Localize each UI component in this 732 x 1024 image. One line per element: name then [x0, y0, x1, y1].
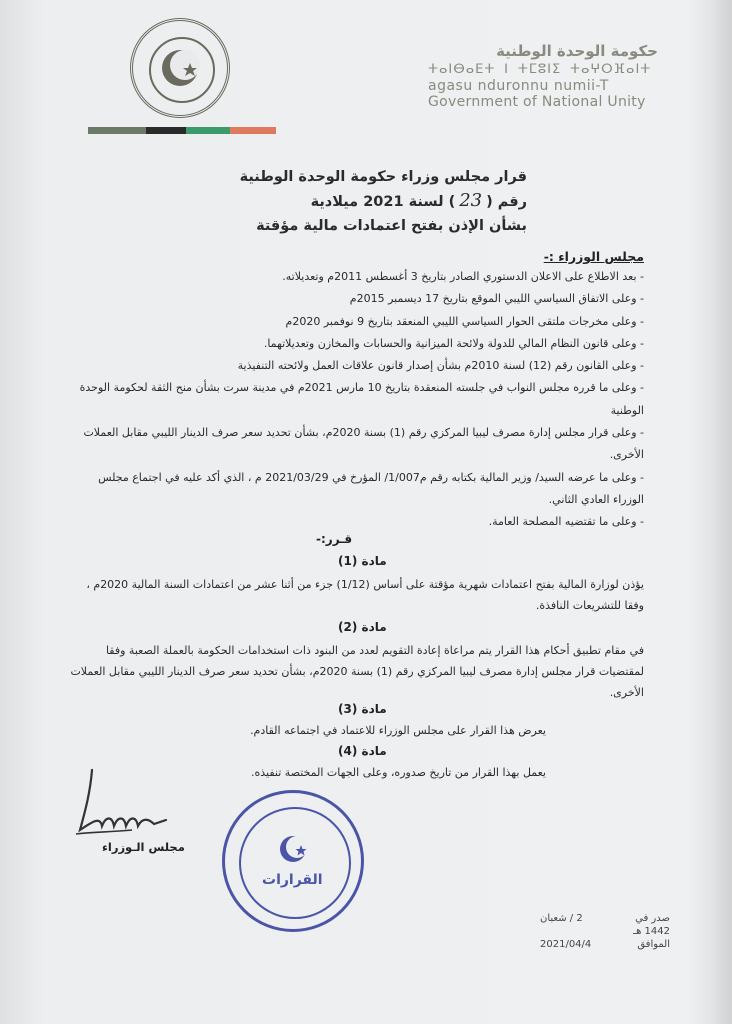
gregorian-label: الموافق: [637, 939, 670, 950]
preamble-item: - وعلى قرار مجلس إدارة مصرف ليبيا المركزي رقم (1) بسنة 2020م، بشأن تحديد سعر صرف الدينار الليبي مقابل العملات الأخرى.: [83, 426, 644, 462]
preamble-item: - وعلى قانون النظام المالي للدولة ولائحة الميزانية والحسابات والمخازن وتعديلاتهما.: [263, 336, 644, 350]
decision-number: 23: [459, 190, 483, 211]
decision-title: [167, 165, 527, 238]
title-line-2: [167, 189, 527, 214]
article-3-title: مادة (3): [338, 702, 387, 716]
stamp-crescent-star-icon: [225, 793, 361, 929]
article-1-title: مادة (1): [338, 554, 387, 568]
header-color-bar-black: [146, 127, 186, 134]
page-edge-shadow: [714, 0, 732, 1024]
preamble-item: - وعلى ما عرضه السيد/ وزير المالية بكتابه رقم م1/007/ المؤرخ في 2021/03/29 م ، الذي أكد عليه في اجتماع مجلس الوزراء العادي الثاني.: [98, 470, 644, 506]
title-line-3: بشأن الإذن بفتح اعتمادات مالية مؤقتة: [256, 218, 527, 234]
header-english-name: Government of National Unity: [428, 94, 646, 110]
signer-title: مجلس الـوزراء: [102, 840, 185, 854]
header-color-bar-green: [186, 127, 230, 134]
article-4-text: يعمل بهذا القرار من تاريخ صدوره، وعلى الجهات المختصة تنفيذه.: [251, 766, 546, 779]
article-3-text: يعرض هذا القرار على مجلس الوزراء للاعتماد في اجتماعه القادم.: [250, 724, 546, 737]
crescent-star-icon: [133, 21, 227, 115]
preamble-list: [74, 266, 644, 534]
council-label: مجلس الوزراء :-: [543, 249, 644, 264]
header-color-bar-green-gray: [88, 127, 146, 134]
preamble-item: - وعلى ما قرره مجلس النواب في جلسته المنعقدة بتاريخ 10 مارس 2021م في مدينة سرت بشأن منح الثقة لحكومة الوحدة الوطنية: [79, 381, 644, 417]
preamble-item: - وعلى ما تقتضيه المصلحة العامة.: [488, 515, 644, 529]
preamble-item: - وعلى القانون رقم (12) لسنة 2010م بشأن إصدار قانون علاقات العمل ولائحته التنفيذية: [237, 359, 644, 373]
title-number-prefix: رقم (: [486, 194, 527, 210]
article-4-title: مادة (4): [338, 744, 387, 758]
title-line-1: قرار مجلس وزراء حكومة الوحدة الوطنية: [239, 169, 527, 185]
title-number-suffix: ) لسنة 2021 ميلادية: [310, 194, 456, 210]
header-color-bar-red: [230, 127, 276, 134]
preamble-item: - بعد الاطلاع على الاعلان الدستوري الصادر بتاريخ 3 أغسطس 2011م وتعديلاته.: [282, 270, 644, 283]
issue-date-block: [540, 912, 670, 951]
decision-heading: قـرر:-: [316, 532, 353, 546]
letterhead-text: [428, 42, 668, 110]
article-2-title: مادة (2): [338, 620, 387, 634]
issue-date-row: [540, 912, 670, 925]
header-tifinagh-name: ⵜⴰⵏⴱⴰⴹⵜ ⵏ ⵜⵎⵓⵏⵉ ⵜⴰⵖⵔⴼⴰⵏⵜ: [428, 62, 652, 77]
issue-date-hijri-year: 1442 هـ: [633, 926, 670, 937]
issue-date-label: صدر في: [635, 913, 670, 924]
issue-date-gregorian: 2021/04/4: [540, 939, 592, 950]
official-stamp: [222, 790, 364, 932]
stamp-label: القرارات: [262, 872, 323, 888]
header-latin-name: agasu nduronnu numii-T: [428, 78, 609, 94]
preamble-item: - وعلى الاتفاق السياسي الليبي الموقع بتاريخ 17 ديسمبر 2015م: [349, 292, 644, 306]
issue-date-gregorian-row: [540, 938, 670, 951]
issue-date-hijri-day: 2 / شعبان: [540, 913, 583, 924]
header-arabic-name: حكومة الوحدة الوطنية: [496, 42, 658, 60]
article-2-text: في مقام تطبيق أحكام هذا القرار يتم مراعاة إعادة التقويم لعدد من البنود ذات استخدامات الحكومة بالعملة الصعبة وفقا لمقتضيات قرار مجلس إدارة مصرف ليبيا المركزي رقم (1) بسنة 2020م، بشأن تحديد سعر صرف الدينار الليبي مقابل العملات الأخرى.: [70, 644, 644, 699]
government-emblem-seal: [130, 18, 230, 118]
article-1-text: يؤذن لوزارة المالية بفتح اعتمادات شهرية مؤقتة على أساس (1/12) جزء من أثنا عشر من اعتمادات السنة المالية 2020م ، وفقا للتشريعات النافذة.: [86, 578, 644, 612]
preamble-item: - وعلى مخرجات ملتقى الحوار السياسي الليبي المنعقد بتاريخ 9 نوفمبر 2020م: [285, 314, 644, 328]
